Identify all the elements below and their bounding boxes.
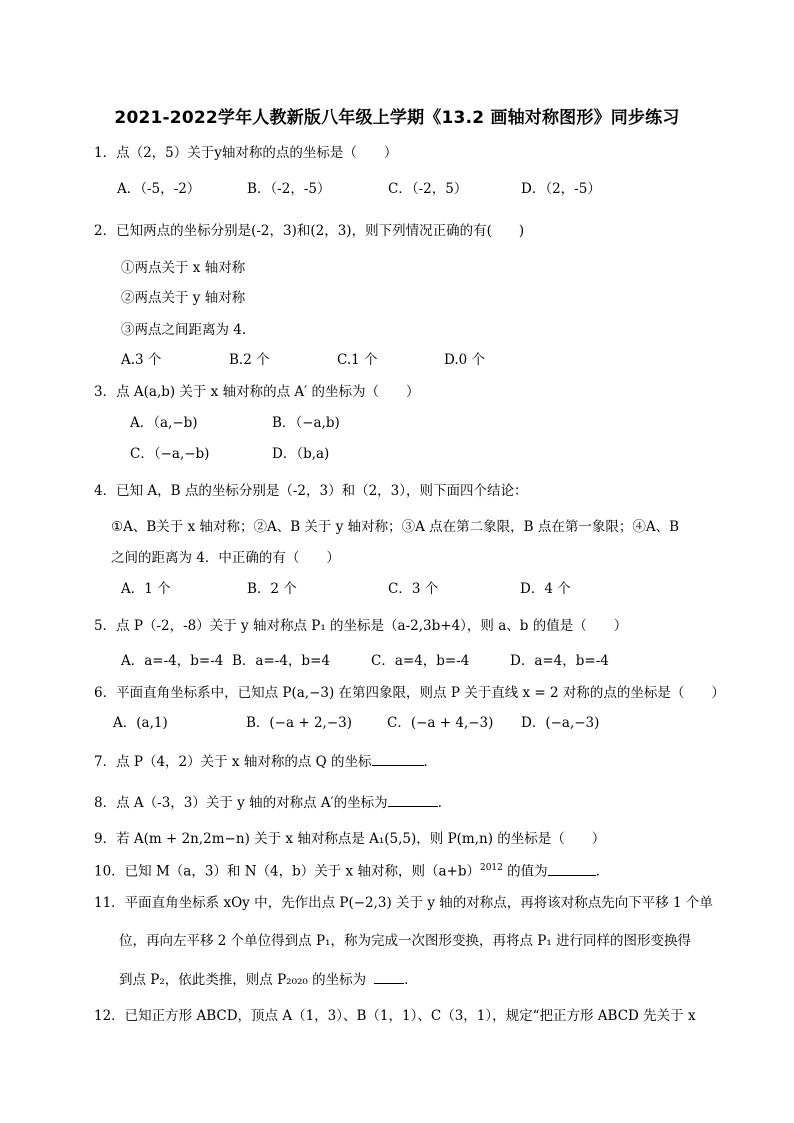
question-11-end: ． [404, 972, 418, 988]
question-10 [94, 858, 609, 882]
question-5-option-c: C．a=4，b=-4 [371, 653, 470, 669]
question-5-option-d: D．a=4，b=-4 [510, 653, 609, 669]
question-8 [94, 792, 451, 813]
question-3-option-b: B．（−a,b) [272, 415, 340, 431]
question-6-option-b: B．(−a + 2,−3) [246, 715, 352, 731]
question-7-stem: 7．点 P（4，2）关于 x 轴对称的点 Q 的坐标 [94, 754, 372, 770]
question-12-line-1: 12．已知正方形 ABCD，顶点 A（1，3）、B（1，1）、C（3，1），规定“把正方形 ABCD 先关于 x [94, 1008, 696, 1024]
question-2-statement-2: ②两点关于 y 轴对称 [121, 290, 246, 306]
question-11-line-1: 11．平面直角坐标系 xOy 中，先作出点 P(−2,3) 关于 y 轴的对称点，再将该对称点先向下平移 1 个单 [94, 895, 713, 911]
question-2-statement-1: ①两点关于 x 轴对称 [121, 260, 246, 276]
question-6-option-d: D．(−a,−3) [521, 715, 600, 731]
question-6-option-a: A．(a,1) [113, 715, 168, 731]
question-4-option-d: D．4 个 [520, 581, 571, 597]
question-1-stem: 1．点（2，5）关于y轴对称的点的坐标是（ ） [94, 145, 398, 161]
question-4-option-c: C．3 个 [388, 581, 439, 597]
answer-blank[interactable] [388, 792, 438, 807]
question-2-option-b: B.2 个 [229, 352, 270, 368]
question-10-exponent: 2012 [479, 863, 503, 873]
page-title: 2021-2022学年人教新版八年级上学期《13.2 画轴对称图形》同步练习 [114, 108, 680, 128]
answer-blank[interactable] [548, 861, 596, 876]
question-3-option-d: D．（b,a) [272, 446, 330, 462]
question-8-end: ． [437, 795, 452, 811]
question-4-line-2: 之间的距离为 4．中正确的有（ ） [111, 550, 340, 566]
question-2-stem: 2．已知两点的坐标分别是(-2，3)和(2，3)，则下列情况正确的有( ) [94, 223, 525, 239]
question-11 [119, 969, 418, 990]
question-10-stem: 10．已知 M（a，3）和 N（4，b）关于 x 轴对称，则（a+b） [94, 863, 480, 880]
question-4-line-1: ①A、B关于 x 轴对称；②A、B 关于 y 轴对称；③A 点在第二象限，B 点在第一象限；④A、B [111, 519, 680, 535]
question-5-stem: 5．点 P（-2，-8）关于 y 轴对称点 P₁ 的坐标是（a-2,3b+4），则 a、b 的值是（ ） [94, 618, 628, 634]
question-6-option-c: C．(−a + 4,−3) [387, 715, 494, 731]
question-5-option-a: A．a=-4，b=-4 [121, 653, 224, 669]
question-4-option-a: A．1 个 [121, 581, 171, 597]
question-7 [94, 751, 437, 772]
question-3-option-c: C．（−a,−b) [130, 446, 210, 462]
question-2-option-c: C.1 个 [337, 352, 378, 368]
question-1-option-c: C．（-2，5） [388, 181, 468, 197]
question-1-option-a: A．（-5，-2） [117, 181, 201, 197]
question-10-end: ． [595, 863, 610, 880]
question-3-stem: 3．点 A(a,b) 关于 x 轴对称的点 A′ 的坐标为（ ） [94, 384, 420, 400]
question-1-option-d: D．（2，-5） [521, 181, 601, 197]
answer-blank[interactable] [372, 751, 424, 766]
answer-blank[interactable] [374, 969, 404, 984]
question-4-stem: 4．已知 A，B 点的坐标分别是（-2，3）和（2，3），则下面四个结论： [94, 483, 528, 499]
question-9-stem: 9．若 A(m + 2n,2m−n) 关于 x 轴对称点是 A₁(5,5)，则 P(m,n) 的坐标是（ ） [94, 831, 606, 847]
question-11-line-3: 到点 P₂，依此类推，则点 P₂₀₂₀ 的坐标为 [119, 972, 367, 988]
question-1-option-b: B．（-2，-5） [247, 181, 331, 197]
question-2-statement-3: ③两点之间距离为 4. [121, 322, 247, 338]
question-6-stem: 6．平面直角坐标系中，已知点 P(a,−3) 在第四象限，则点 P 关于直线 x = 2 对称的点的坐标是（ ） [94, 685, 725, 701]
question-8-stem: 8．点 A（-3，3）关于 y 轴的对称点 A′的坐标为 [94, 795, 388, 811]
question-3-option-a: A．（a,−b) [130, 415, 198, 431]
question-2-option-d: D.0 个 [444, 352, 486, 368]
question-5-option-b: B．a=-4，b=4 [232, 653, 330, 669]
question-7-end: ． [423, 754, 437, 770]
question-4-option-b: B．2 个 [247, 581, 297, 597]
question-11-line-2: 位，再向左平移 2 个单位得到点 P₁，称为完成一次图形变换，再将点 P₁ 进行同样的图形变换得 [119, 933, 692, 949]
question-10-tail: 的值为 [502, 863, 548, 880]
question-2-option-a: A.3 个 [121, 352, 162, 368]
